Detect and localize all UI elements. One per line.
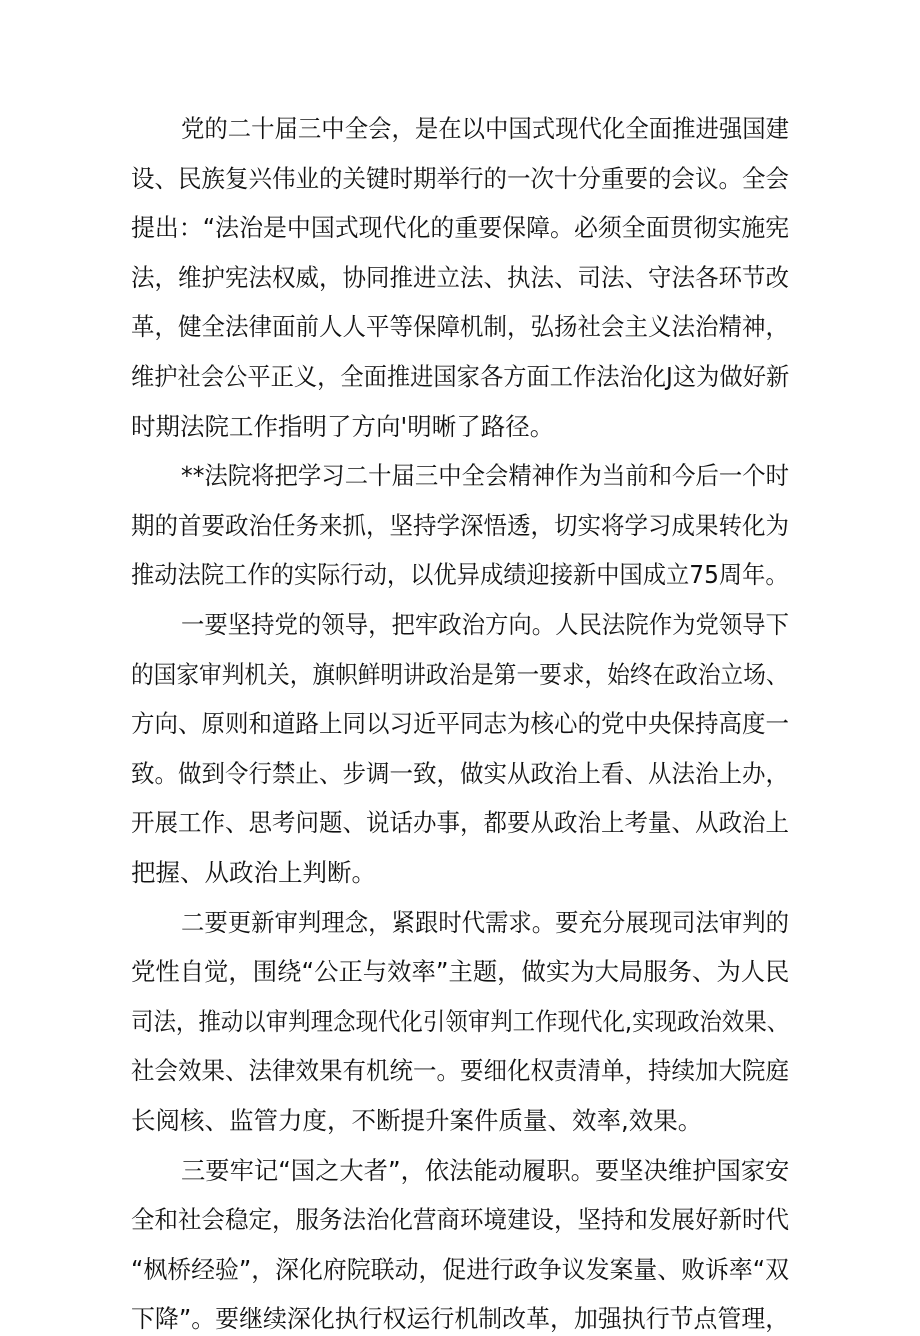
paragraph-1-line-7: 时期法院工作指明了方向'明晰了路径。 [131, 412, 555, 441]
paragraph-2-line-3: 推动法院工作的实际行动，以优异成绩迎接新中国成立75周年。 [131, 560, 789, 589]
paragraph-1-line-2: 设、民族复兴伟业的关键时期举行的一次十分重要的会议。全会 [131, 164, 790, 193]
paragraph-3-line-6: 把握、从政治上判断。 [131, 858, 376, 887]
paragraph-4-line-5: 长阅核、监管力度，不断提升案件质量、效率,效果。 [131, 1106, 703, 1135]
paragraph-5-line-1: 三要牢记“国之大者”，依法能动履职。要坚决维护国家安 [181, 1156, 790, 1185]
paragraph-3-line-1: 一要坚持党的领导，把牢政治方向。人民法院作为党领导下 [181, 610, 790, 639]
paragraph-4-line-2: 党性自觉，围绕“公正与效率”主题，做实为大局服务、为人民 [131, 957, 790, 986]
paragraph-3-line-2: 的国家审判机关，旗帜鲜明讲政治是第一要求，始终在政治立场、 [131, 660, 789, 689]
paragraph-3-line-3: 方向、原则和道路上同以习近平同志为核心的党中央保持高度一 [131, 709, 790, 738]
paragraph-1-line-5: 革，健全法律面前人人平等保障机制，弘扬社会主义法治精神， [131, 312, 790, 341]
paragraph-5-line-2: 全和社会稳定，服务法治化营商环境建设，坚持和发展好新时代 [131, 1205, 790, 1234]
paragraph-1-line-1: 党的二十届三中全会，是在以中国式现代化全面推进强国建 [181, 114, 790, 143]
paragraph-4-line-1: 二要更新审判理念，紧跟时代需求。要充分展现司法审判的 [181, 908, 790, 937]
paragraph-1-line-6: 维护社会公平正义，全面推进国家各方面工作法治化J这为做好新 [131, 362, 790, 391]
paragraph-3-line-5: 开展工作、思考问题、说话办事，都要从政治上考量、从政治上 [131, 808, 790, 837]
paragraph-3-line-4: 致。做到令行禁止、步调一致，做实从政治上看、从法治上办， [131, 759, 790, 788]
paragraph-2-line-2: 期的首要政治任务来抓，坚持学深悟透，切实将学习成果转化为 [131, 511, 790, 540]
paragraph-1-line-4: 法，维护宪法权威，协同推进立法、执法、司法、守法各环节改 [131, 263, 790, 292]
paragraph-4-line-4: 社会效果、法律效果有机统一。要细化权责清单，持续加大院庭 [131, 1056, 790, 1085]
paragraph-4-line-3: 司法，推动以审判理念现代化引领审判工作现代化,实现政治效果、 [131, 1007, 790, 1036]
paragraph-2-line-1: **法院将把学习二十届三中全会精神作为当前和今后一个时 [181, 461, 790, 490]
paragraph-5-line-4: 下降”。要继续深化执行权运行机制改革，加强执行节点管理， [131, 1304, 790, 1333]
paragraph-5-line-3: “枫桥经验”，深化府院联动，促进行政争议发案量、败诉率“双 [131, 1255, 790, 1284]
paragraph-1-line-3: 提出：“法治是中国式现代化的重要保障。必须全面贯彻实施宪 [131, 213, 790, 242]
